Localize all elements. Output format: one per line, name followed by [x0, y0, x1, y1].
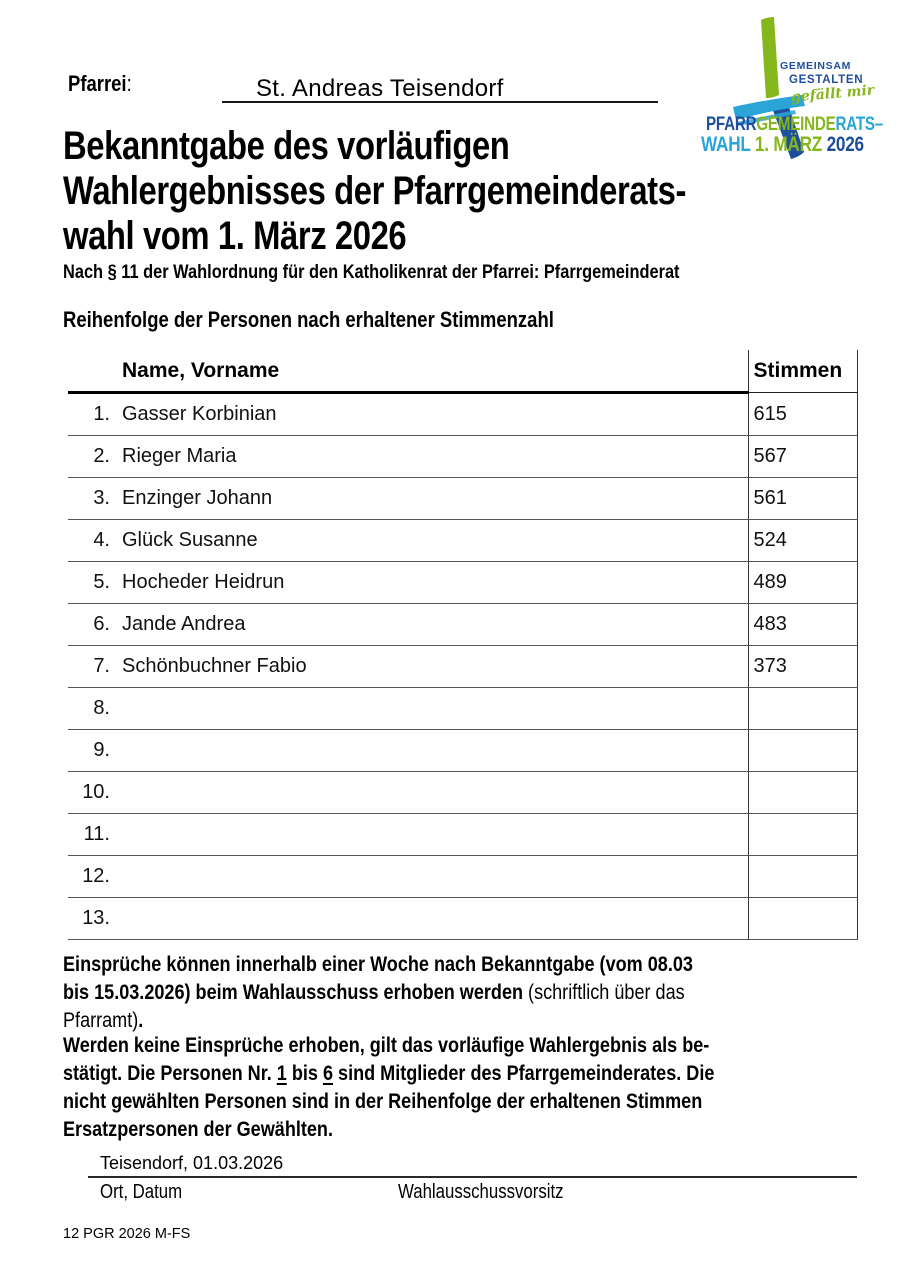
row-number: 4. — [68, 520, 122, 562]
paragraph-confirmation-line2-part1: stätigt. Die Personen Nr. — [63, 1061, 277, 1085]
row-votes — [748, 856, 857, 898]
signature-place-date: Teisendorf, 01.03.2026 — [100, 1153, 284, 1173]
logo-script-text: gefällt mir — [790, 82, 875, 106]
row-number: 11. — [68, 814, 122, 856]
row-number: 9. — [68, 730, 122, 772]
underlined-number-1: 1 — [276, 1061, 287, 1085]
row-name: Glück Susanne — [122, 520, 748, 562]
row-number: 5. — [68, 562, 122, 604]
row-name — [122, 730, 748, 772]
underlined-number-6: 6 — [322, 1061, 334, 1085]
row-name — [122, 856, 748, 898]
paragraph-objections — [63, 950, 813, 1034]
row-votes: 483 — [748, 604, 857, 646]
signature-line — [88, 1176, 857, 1178]
logo-tagline-2: GESTALTEN — [789, 74, 864, 86]
paragraph-confirmation-line2 — [63, 1059, 714, 1087]
row-name: Schönbuchner Fabio — [122, 646, 748, 688]
row-number: 13. — [68, 898, 122, 940]
table-row — [68, 604, 857, 646]
row-number: 3. — [68, 478, 122, 520]
paragraph-confirmation-line2-part3: sind Mitglieder des Pfarrgemeinderates. Die — [333, 1061, 715, 1085]
table-row — [68, 814, 857, 856]
paragraph-objections-line2 — [63, 978, 693, 1006]
table-row — [68, 688, 857, 730]
logo-banner1-part3: RATS– — [835, 114, 883, 135]
logo-banner2-part3: 2026 — [826, 132, 864, 156]
footer-form-code: 12 PGR 2026 M-FS — [63, 1226, 191, 1242]
table-row — [68, 772, 857, 814]
paragraph-confirmation-line3: nicht gewählten Personen sind in der Reihenfolge der erhaltenen Stimmen — [63, 1089, 703, 1113]
page-title-line2: Wahlergebnisses der Pfarrgemeinderats- — [63, 169, 687, 213]
row-votes — [748, 688, 857, 730]
row-name: Jande Andrea — [122, 604, 748, 646]
paragraph-confirmation-line1: Werden keine Einsprüche erhoben, gilt das vorläufige Wahlergebnis als be- — [63, 1033, 710, 1057]
row-votes: 567 — [748, 436, 857, 478]
table-row — [68, 562, 857, 604]
row-name: Gasser Korbinian — [122, 393, 748, 436]
logo-banner1-part1: PFARR — [706, 114, 757, 135]
row-name — [122, 772, 748, 814]
row-votes — [748, 730, 857, 772]
paragraph-confirmation — [63, 1031, 838, 1143]
table-row — [68, 856, 857, 898]
paragraph-objections-line3-regular: Pfarramt) — [63, 1008, 139, 1032]
row-name — [122, 898, 748, 940]
page-title-line1: Bekanntgabe des vorläufigen — [63, 124, 510, 168]
results-table — [68, 350, 858, 940]
row-votes: 489 — [748, 562, 857, 604]
row-name — [122, 688, 748, 730]
logo-banner2-part2: 1. MÄRZ — [750, 132, 827, 156]
table-row — [68, 436, 857, 478]
logo-banner1-part2: GEMEINDE — [756, 114, 836, 135]
section-heading: Reihenfolge der Personen nach erhaltener Stimmenzahl — [63, 307, 554, 332]
row-votes — [748, 814, 857, 856]
pfarrei-value: St. Andreas Teisendorf — [256, 75, 504, 102]
row-name: Rieger Maria — [122, 436, 748, 478]
table-row — [68, 478, 857, 520]
paragraph-objections-line2-regular: (schriftlich über das — [523, 980, 685, 1004]
pfarrei-underline — [222, 101, 658, 103]
pfarrei-label — [68, 71, 132, 97]
signature-label-wahlausschussvorsitz: Wahlausschussvorsitz — [398, 1181, 564, 1203]
row-name — [122, 814, 748, 856]
table-row — [68, 520, 857, 562]
table-header-name: Name, Vorname — [122, 350, 748, 393]
paragraph-objections-line3-bold: . — [138, 1008, 144, 1032]
logo-banner2-part1: WAHL — [701, 132, 751, 156]
row-votes — [748, 772, 857, 814]
page-subtitle: Nach § 11 der Wahlordnung für den Katholikenrat der Pfarrei: Pfarrgemeinderat — [63, 261, 680, 283]
row-number: 6. — [68, 604, 122, 646]
page-title — [63, 124, 823, 259]
row-number: 7. — [68, 646, 122, 688]
paragraph-confirmation-line2-part2: bis — [286, 1061, 323, 1085]
table-header-rank — [68, 350, 122, 393]
table-header-votes: Stimmen — [748, 350, 857, 393]
table-row — [68, 646, 857, 688]
table-header-row — [68, 350, 857, 393]
row-number: 12. — [68, 856, 122, 898]
row-name: Enzinger Johann — [122, 478, 748, 520]
row-votes: 373 — [748, 646, 857, 688]
row-name: Hocheder Heidrun — [122, 562, 748, 604]
row-votes: 524 — [748, 520, 857, 562]
table-row — [68, 393, 857, 436]
row-number: 2. — [68, 436, 122, 478]
row-number: 10. — [68, 772, 122, 814]
row-number: 8. — [68, 688, 122, 730]
row-votes: 615 — [748, 393, 857, 436]
paragraph-objections-line2-bold: bis 15.03.2026) beim Wahlausschuss erhoben werden — [63, 980, 524, 1004]
row-number: 1. — [68, 393, 122, 436]
pfarrei-label-text: Pfarrei — [68, 71, 127, 96]
paragraph-confirmation-line4: Ersatzpersonen der Gewählten. — [63, 1117, 333, 1141]
table-row — [68, 730, 857, 772]
paragraph-objections-line1: Einsprüche können innerhalb einer Woche nach Bekanntgabe (vom 08.03 — [63, 952, 693, 976]
row-votes — [748, 898, 857, 940]
table-row — [68, 898, 857, 940]
logo-tagline-1: GEMEINSAM — [780, 60, 852, 72]
signature-label-ort-datum: Ort, Datum — [100, 1181, 183, 1203]
page-title-line3: wahl vom 1. März 2026 — [63, 214, 407, 258]
paragraph-objections-line3 — [63, 1006, 693, 1034]
row-votes: 561 — [748, 478, 857, 520]
pfarrei-colon: : — [126, 71, 132, 96]
